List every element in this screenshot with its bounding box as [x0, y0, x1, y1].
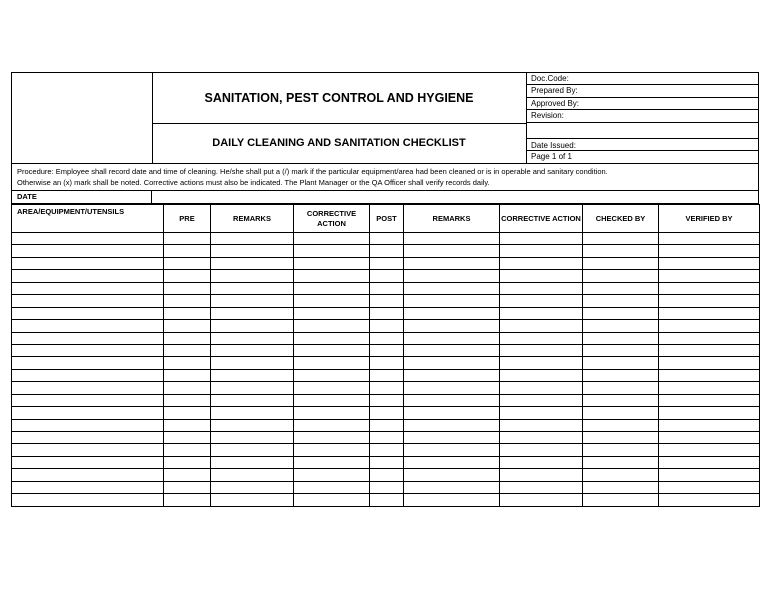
column-header-verified-by: VERIFIED BY — [659, 205, 760, 233]
table-cell[interactable] — [370, 481, 404, 493]
table-cell[interactable] — [12, 245, 164, 257]
table-cell[interactable] — [12, 270, 164, 282]
table-row — [12, 419, 760, 431]
table-cell[interactable] — [404, 494, 500, 506]
table-cell[interactable] — [583, 332, 659, 344]
table-cell[interactable] — [583, 419, 659, 431]
table-cell[interactable] — [370, 344, 404, 356]
form-header — [11, 72, 759, 164]
table-cell[interactable] — [370, 282, 404, 294]
table-cell[interactable] — [583, 444, 659, 456]
table-cell[interactable] — [500, 307, 583, 319]
page-number: Page 1 of 1 — [531, 152, 572, 161]
table-cell[interactable] — [500, 295, 583, 307]
table-cell[interactable] — [164, 307, 211, 319]
table-cell[interactable] — [164, 481, 211, 493]
table-cell[interactable] — [12, 444, 164, 456]
table-cell[interactable] — [404, 320, 500, 332]
table-cell[interactable] — [500, 481, 583, 493]
table-row — [12, 407, 760, 419]
table-cell[interactable] — [211, 320, 294, 332]
date-label: DATE — [12, 191, 152, 203]
table-cell[interactable] — [164, 419, 211, 431]
table-cell[interactable] — [12, 295, 164, 307]
table-row — [12, 245, 760, 257]
table-cell[interactable] — [404, 369, 500, 381]
table-cell[interactable] — [659, 332, 760, 344]
table-cell[interactable] — [294, 357, 370, 369]
table-cell[interactable] — [659, 382, 760, 394]
table-cell[interactable] — [370, 494, 404, 506]
table-cell[interactable] — [164, 369, 211, 381]
table-row — [12, 233, 760, 245]
table-cell[interactable] — [659, 270, 760, 282]
checklist-form — [11, 72, 759, 507]
table-row — [12, 481, 760, 493]
table-cell[interactable] — [370, 357, 404, 369]
table-cell[interactable] — [294, 307, 370, 319]
table-cell[interactable] — [211, 407, 294, 419]
table-cell[interactable] — [12, 320, 164, 332]
table-cell[interactable] — [164, 270, 211, 282]
table-cell[interactable] — [659, 444, 760, 456]
table-cell[interactable] — [12, 382, 164, 394]
table-cell[interactable] — [404, 469, 500, 481]
table-cell[interactable] — [404, 394, 500, 406]
table-cell[interactable] — [164, 444, 211, 456]
table-cell[interactable] — [12, 282, 164, 294]
table-cell[interactable] — [12, 407, 164, 419]
doc-code-field: Doc.Code: — [527, 73, 758, 85]
table-cell[interactable] — [404, 344, 500, 356]
table-cell[interactable] — [500, 444, 583, 456]
table-row — [12, 332, 760, 344]
procedure-line-2: Otherwise an (x) mark shall be noted. Corrective actions must also be indicated. The Plant Manager or the QA Officer shall verify records daily. — [17, 178, 490, 187]
logo-placeholder — [12, 73, 153, 163]
date-row — [11, 191, 759, 204]
table-cell[interactable] — [12, 332, 164, 344]
date-issued-field: Date Issued: — [527, 139, 758, 151]
table-cell[interactable] — [583, 469, 659, 481]
table-cell[interactable] — [659, 344, 760, 356]
table-cell[interactable] — [583, 407, 659, 419]
table-cell[interactable] — [294, 295, 370, 307]
table-cell[interactable] — [164, 295, 211, 307]
table-cell[interactable] — [211, 295, 294, 307]
table-cell[interactable] — [370, 432, 404, 444]
table-cell[interactable] — [583, 282, 659, 294]
table-row — [12, 320, 760, 332]
table-cell[interactable] — [164, 382, 211, 394]
table-row — [12, 295, 760, 307]
table-cell[interactable] — [583, 320, 659, 332]
approved-by-field: Approved By: — [527, 98, 758, 110]
table-row — [12, 394, 760, 406]
table-cell[interactable] — [294, 419, 370, 431]
table-cell[interactable] — [404, 481, 500, 493]
table-cell[interactable] — [12, 394, 164, 406]
table-cell[interactable] — [659, 494, 760, 506]
table-cell[interactable] — [370, 456, 404, 468]
table-cell[interactable] — [404, 295, 500, 307]
column-header-post: POST — [370, 205, 404, 233]
table-cell[interactable] — [164, 320, 211, 332]
table-cell[interactable] — [659, 245, 760, 257]
table-cell[interactable] — [500, 394, 583, 406]
table-cell[interactable] — [12, 469, 164, 481]
table-cell[interactable] — [294, 257, 370, 269]
table-cell[interactable] — [659, 432, 760, 444]
table-cell[interactable] — [164, 344, 211, 356]
table-row — [12, 456, 760, 468]
table-cell[interactable] — [211, 444, 294, 456]
table-cell[interactable] — [211, 419, 294, 431]
table-cell[interactable] — [370, 469, 404, 481]
table-cell[interactable] — [659, 456, 760, 468]
table-cell[interactable] — [659, 320, 760, 332]
table-cell[interactable] — [211, 257, 294, 269]
table-cell[interactable] — [500, 233, 583, 245]
table-cell[interactable] — [500, 407, 583, 419]
table-cell[interactable] — [370, 320, 404, 332]
table-cell[interactable] — [164, 357, 211, 369]
table-cell[interactable] — [583, 494, 659, 506]
table-row — [12, 282, 760, 294]
table-cell[interactable] — [12, 307, 164, 319]
table-cell[interactable] — [370, 257, 404, 269]
table-row — [12, 494, 760, 506]
table-row — [12, 270, 760, 282]
table-cell[interactable] — [164, 257, 211, 269]
table-cell[interactable] — [294, 456, 370, 468]
table-cell[interactable] — [211, 344, 294, 356]
table-row — [12, 369, 760, 381]
table-cell[interactable] — [659, 307, 760, 319]
table-cell[interactable] — [583, 481, 659, 493]
table-cell[interactable] — [370, 419, 404, 431]
table-cell[interactable] — [500, 469, 583, 481]
table-cell[interactable] — [164, 233, 211, 245]
table-cell[interactable] — [370, 332, 404, 344]
checklist-rows — [12, 233, 760, 507]
table-cell[interactable] — [404, 270, 500, 282]
table-cell[interactable] — [659, 469, 760, 481]
table-row — [12, 432, 760, 444]
table-cell[interactable] — [583, 307, 659, 319]
table-cell[interactable] — [500, 382, 583, 394]
table-cell[interactable] — [12, 357, 164, 369]
document-meta — [527, 73, 759, 163]
table-cell[interactable] — [211, 357, 294, 369]
checklist-table — [11, 204, 760, 507]
table-row — [12, 469, 760, 481]
table-cell[interactable] — [583, 394, 659, 406]
table-cell[interactable] — [12, 456, 164, 468]
table-row — [12, 382, 760, 394]
table-cell[interactable] — [12, 481, 164, 493]
table-cell[interactable] — [211, 332, 294, 344]
table-cell[interactable] — [12, 432, 164, 444]
table-cell[interactable] — [12, 419, 164, 431]
table-cell[interactable] — [500, 456, 583, 468]
table-cell[interactable] — [659, 481, 760, 493]
table-cell[interactable] — [294, 245, 370, 257]
column-header-remarks-post: REMARKS — [404, 205, 500, 233]
table-cell[interactable] — [12, 233, 164, 245]
table-cell[interactable] — [164, 282, 211, 294]
table-cell[interactable] — [294, 494, 370, 506]
table-cell[interactable] — [583, 344, 659, 356]
table-cell[interactable] — [164, 407, 211, 419]
table-cell[interactable] — [370, 444, 404, 456]
column-header-area: AREA/EQUIPMENT/UTENSILS — [12, 205, 164, 233]
table-cell[interactable] — [500, 419, 583, 431]
table-row — [12, 357, 760, 369]
table-cell[interactable] — [659, 369, 760, 381]
table-cell[interactable] — [659, 394, 760, 406]
table-cell[interactable] — [583, 257, 659, 269]
table-cell[interactable] — [164, 432, 211, 444]
table-cell[interactable] — [404, 382, 500, 394]
table-cell[interactable] — [659, 295, 760, 307]
table-cell[interactable] — [294, 270, 370, 282]
table-cell[interactable] — [211, 456, 294, 468]
table-cell[interactable] — [211, 369, 294, 381]
column-header-corrective-pre: CORRECTIVE ACTION — [294, 205, 370, 233]
table-row — [12, 257, 760, 269]
table-cell[interactable] — [12, 369, 164, 381]
table-cell[interactable] — [500, 270, 583, 282]
meta-blank-field — [527, 123, 758, 139]
table-cell[interactable] — [294, 369, 370, 381]
revision-field: Revision: — [527, 110, 758, 123]
table-cell[interactable] — [500, 257, 583, 269]
table-cell[interactable] — [659, 257, 760, 269]
table-cell[interactable] — [404, 432, 500, 444]
table-cell[interactable] — [370, 382, 404, 394]
table-cell[interactable] — [404, 282, 500, 294]
table-cell[interactable] — [294, 382, 370, 394]
table-cell[interactable] — [370, 295, 404, 307]
column-header-corrective-post: CORRECTIVE ACTION — [500, 205, 583, 233]
table-cell[interactable] — [294, 444, 370, 456]
table-cell[interactable] — [404, 419, 500, 431]
table-cell[interactable] — [404, 257, 500, 269]
table-cell[interactable] — [164, 394, 211, 406]
table-cell[interactable] — [500, 344, 583, 356]
table-cell[interactable] — [12, 344, 164, 356]
table-cell[interactable] — [294, 407, 370, 419]
table-cell[interactable] — [583, 233, 659, 245]
table-cell[interactable] — [404, 233, 500, 245]
table-cell[interactable] — [500, 332, 583, 344]
procedure-line-1: Procedure: Employee shall record date and time of cleaning. He/she shall put a (/) mark if the particular equipment/area had been cleaned or is in operable and sanitary condition. — [17, 167, 608, 176]
table-cell[interactable] — [583, 432, 659, 444]
table-cell[interactable] — [370, 270, 404, 282]
table-cell[interactable] — [583, 357, 659, 369]
table-cell[interactable] — [404, 357, 500, 369]
table-cell[interactable] — [583, 270, 659, 282]
table-cell[interactable] — [583, 456, 659, 468]
table-cell[interactable] — [404, 307, 500, 319]
table-cell[interactable] — [500, 245, 583, 257]
table-cell[interactable] — [211, 494, 294, 506]
column-header-remarks-pre: REMARKS — [211, 205, 294, 233]
table-cell[interactable] — [583, 369, 659, 381]
table-cell[interactable] — [294, 432, 370, 444]
table-cell[interactable] — [294, 469, 370, 481]
table-cell[interactable] — [500, 282, 583, 294]
prepared-by-field: Prepared By: — [527, 85, 758, 98]
table-cell[interactable] — [294, 282, 370, 294]
table-cell[interactable] — [404, 444, 500, 456]
table-cell[interactable] — [211, 282, 294, 294]
table-cell[interactable] — [211, 481, 294, 493]
table-cell[interactable] — [294, 344, 370, 356]
table-cell[interactable] — [370, 394, 404, 406]
table-cell[interactable] — [659, 407, 760, 419]
procedure-text — [11, 164, 759, 191]
table-cell[interactable] — [12, 494, 164, 506]
table-cell[interactable] — [164, 245, 211, 257]
table-cell[interactable] — [370, 307, 404, 319]
table-cell[interactable] — [370, 233, 404, 245]
table-cell[interactable] — [404, 245, 500, 257]
table-cell[interactable] — [294, 320, 370, 332]
table-cell[interactable] — [370, 369, 404, 381]
table-cell[interactable] — [211, 245, 294, 257]
table-cell[interactable] — [164, 332, 211, 344]
table-cell[interactable] — [211, 382, 294, 394]
table-cell[interactable] — [370, 407, 404, 419]
table-cell[interactable] — [164, 469, 211, 481]
table-cell[interactable] — [500, 432, 583, 444]
form-title: SANITATION, PEST CONTROL AND HYGIENE — [152, 73, 527, 124]
table-cell[interactable] — [659, 233, 760, 245]
table-cell[interactable] — [583, 382, 659, 394]
table-cell[interactable] — [583, 245, 659, 257]
table-cell[interactable] — [370, 245, 404, 257]
table-cell[interactable] — [500, 494, 583, 506]
column-header-checked-by: CHECKED BY — [583, 205, 659, 233]
table-cell[interactable] — [659, 419, 760, 431]
table-cell[interactable] — [404, 407, 500, 419]
table-cell[interactable] — [211, 307, 294, 319]
table-cell[interactable] — [500, 369, 583, 381]
table-header-row — [12, 205, 760, 233]
table-cell[interactable] — [404, 332, 500, 344]
form-subtitle: DAILY CLEANING AND SANITATION CHECKLIST — [152, 123, 527, 163]
table-cell[interactable] — [404, 456, 500, 468]
table-cell[interactable] — [500, 357, 583, 369]
table-cell[interactable] — [211, 394, 294, 406]
table-cell[interactable] — [659, 357, 760, 369]
table-cell[interactable] — [294, 332, 370, 344]
table-cell[interactable] — [294, 394, 370, 406]
table-cell[interactable] — [294, 481, 370, 493]
table-cell[interactable] — [211, 270, 294, 282]
table-cell[interactable] — [294, 233, 370, 245]
table-row — [12, 444, 760, 456]
column-header-pre: PRE — [164, 205, 211, 233]
table-cell[interactable] — [164, 456, 211, 468]
table-cell[interactable] — [211, 469, 294, 481]
table-row — [12, 344, 760, 356]
table-cell[interactable] — [500, 320, 583, 332]
table-cell[interactable] — [211, 233, 294, 245]
table-cell[interactable] — [583, 295, 659, 307]
table-row — [12, 307, 760, 319]
table-cell[interactable] — [211, 432, 294, 444]
table-cell[interactable] — [659, 282, 760, 294]
table-cell[interactable] — [12, 257, 164, 269]
table-cell[interactable] — [164, 494, 211, 506]
